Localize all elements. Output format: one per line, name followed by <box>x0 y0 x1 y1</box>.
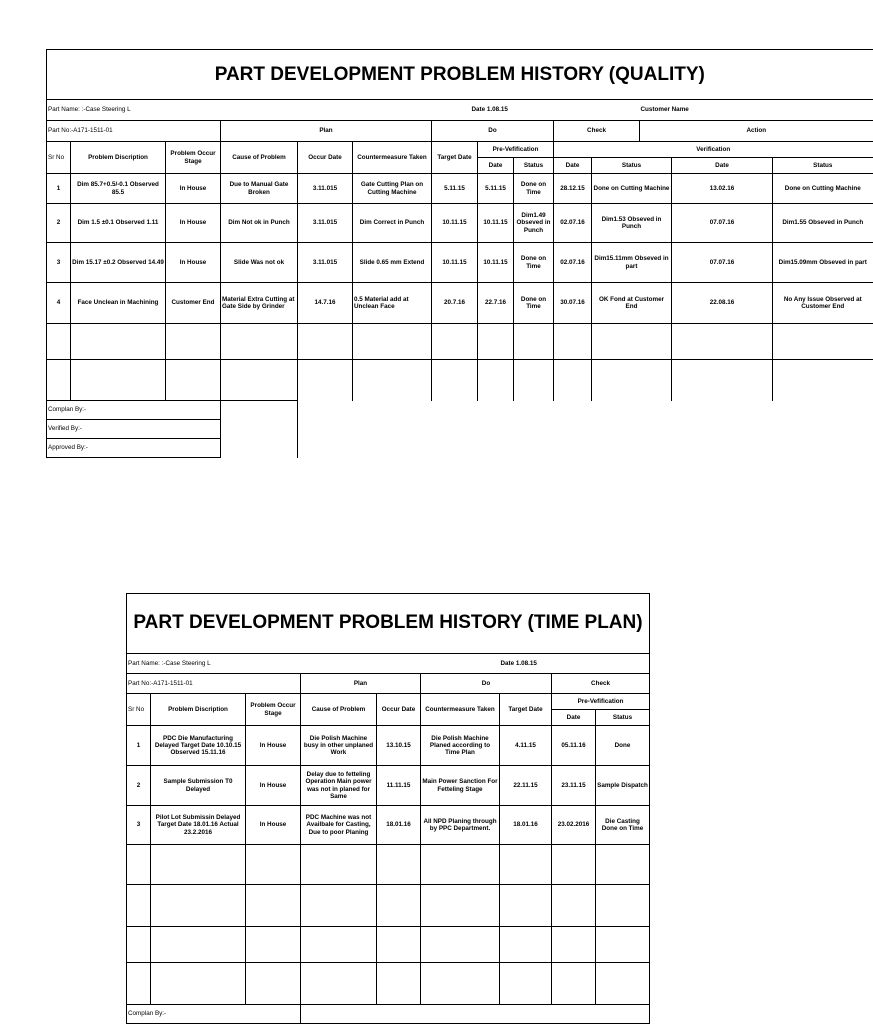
quality-history-table <box>46 49 873 458</box>
cell-target: 18.01.16 <box>500 806 552 845</box>
header-counter: Countermeasure Taken <box>353 142 432 174</box>
group-action: Action <box>640 121 873 142</box>
cell-pre-date: 10.11.15 <box>478 243 514 283</box>
cell-sr: 4 <box>47 283 71 324</box>
cell-pre-status: Sample Dispatch <box>596 766 650 806</box>
table-row <box>47 360 873 401</box>
cell-ver-date-2: 13.02.16 <box>672 174 773 204</box>
cell-ver-date-2: 07.07.16 <box>672 243 773 283</box>
cell-counter: Gate Cutting Plan on Cutting Machine <box>353 174 432 204</box>
cell-target: 5.11.15 <box>432 174 478 204</box>
group-check: Check <box>552 674 650 694</box>
cell-counter: 0.5 Material add at Unclean Face <box>353 283 432 324</box>
cell-pre-date: 5.11.15 <box>478 174 514 204</box>
cell-pre-status: Dim1.49 Obseved in Punch <box>514 204 554 243</box>
cell-sr: 2 <box>47 204 71 243</box>
header-ver-date-1: Date <box>554 158 592 174</box>
cell-counter: Die Polish Machine Planed according to Time Plan <box>421 726 500 766</box>
table-row <box>47 324 873 360</box>
cell-problem: Dim 15.17 ±0.2 Observed 14.49 <box>71 243 166 283</box>
cell-ver-status-1: OK Fond at Customer End <box>592 283 672 324</box>
header-ver-status-2: Status <box>773 158 873 174</box>
cell-pre-status: Die Casting Done on Time <box>596 806 650 845</box>
cell-ver-date-1: 30.07.16 <box>554 283 592 324</box>
subgroup-pre: Pre-Vefification <box>478 142 554 158</box>
cell-problem: Dim 85.7+0.5/-0.1 Observed 85.5 <box>71 174 166 204</box>
cell-ver-status-1: Dim1.53 Obseved in Punch <box>592 204 672 243</box>
cell-pre-date: 22.7.16 <box>478 283 514 324</box>
header-problem: Problem Discription <box>71 142 166 174</box>
cell-occur: 13.10.15 <box>377 726 421 766</box>
cell-counter: Main Power Sanction For Fetteling Stage <box>421 766 500 806</box>
cell-occur: 3.11.015 <box>298 204 353 243</box>
table-row <box>47 243 873 283</box>
header-ver-date-2: Date <box>672 158 773 174</box>
cell-pre-status: Done on Time <box>514 243 554 283</box>
cell-counter: Dim Correct in Punch <box>353 204 432 243</box>
complain-by: Complan By:- <box>47 401 221 420</box>
table-row <box>127 726 650 766</box>
cell-counter: All NPD Planing through by PPC Department. <box>421 806 500 845</box>
header-problem: Problem Discription <box>151 694 246 726</box>
group-plan: Plan <box>221 121 432 142</box>
table-row <box>127 845 650 885</box>
group-do: Do <box>432 121 554 142</box>
table-row <box>127 963 650 1005</box>
cell-cause: Die Polish Machine busy in other unplaned Work <box>301 726 377 766</box>
cell-cause: Material Extra Cutting at Gate Side by Grinder <box>221 283 298 324</box>
cell-ver-status-1: Done on Cutting Machine <box>592 174 672 204</box>
part-no: Part No:-A171-1511-01 <box>47 121 221 142</box>
header-pre-date: Date <box>552 710 596 726</box>
cell-ver-date-2: 07.07.16 <box>672 204 773 243</box>
cell-stage: In House <box>166 243 221 283</box>
date-label: Date 1.08.15 <box>471 106 508 113</box>
customer-name: Customer Name <box>640 100 873 121</box>
cell-occur: 3.11.015 <box>298 243 353 283</box>
table-row <box>127 806 650 845</box>
cell-problem: PDC Die Manufacturing Delayed Target Date 10.10.15 Observed 15.11.16 <box>151 726 246 766</box>
cell-pre-date: 23.02.2016 <box>552 806 596 845</box>
cell-cause: Slide Was not ok <box>221 243 298 283</box>
cell-cause: Due to Manual Gate Broken <box>221 174 298 204</box>
cell-stage: In House <box>166 174 221 204</box>
header-pre-date: Date <box>478 158 514 174</box>
cell-cause: Delay due to fetteling Operation Main power was not in planed for Same <box>301 766 377 806</box>
cell-ver-date-1: 02.07.16 <box>554 243 592 283</box>
table-row <box>127 927 650 963</box>
cell-ver-date-1: 28.12.15 <box>554 174 592 204</box>
header-ver-status-1: Status <box>592 158 672 174</box>
cell-ver-status-2: Dim15.09mm Obseved in part <box>773 243 873 283</box>
cell-sr: 3 <box>47 243 71 283</box>
cell-target: 10.11.15 <box>432 243 478 283</box>
cell-ver-status-2: Done on Cutting Machine <box>773 174 873 204</box>
cell-target: 20.7.16 <box>432 283 478 324</box>
table-row <box>47 204 873 243</box>
cell-problem: Dim 1.5 ±0.1 Observed 1.11 <box>71 204 166 243</box>
header-target: Target Date <box>500 694 552 726</box>
cell-target: 4.11.15 <box>500 726 552 766</box>
subgroup-pre: Pre-Vefification <box>552 694 650 710</box>
date-label: Date 1.08.15 <box>500 654 650 674</box>
cell-pre-date: 23.11.15 <box>552 766 596 806</box>
page-title: PART DEVELOPMENT PROBLEM HISTORY (QUALITY) <box>47 50 873 100</box>
cell-pre-status: Done on Time <box>514 283 554 324</box>
part-name: Part Name: :-Case Steering L <box>127 654 500 674</box>
part-name: Part Name: :-Case Steering L <box>47 100 592 121</box>
page-title-timeplan: PART DEVELOPMENT PROBLEM HISTORY (TIME PLAN) <box>127 594 650 654</box>
cell-counter: Slide 0.65 mm Extend <box>353 243 432 283</box>
header-cause: Cause of Problem <box>301 694 377 726</box>
cell-stage: In House <box>246 766 301 806</box>
cell-pre-date: 10.11.15 <box>478 204 514 243</box>
header-sr: Sr No <box>47 142 71 174</box>
cell-sr: 3 <box>127 806 151 845</box>
table-row <box>47 174 873 204</box>
header-pre-status: Status <box>514 158 554 174</box>
header-sr: Sr No <box>127 694 151 726</box>
header-stage: Problem Occur Stage <box>246 694 301 726</box>
complain-by: Complan By:- <box>127 1005 301 1024</box>
table-row <box>47 283 873 324</box>
cell-problem: Sample Submission T0 Delayed <box>151 766 246 806</box>
cell-cause: PDC Machine was not Availbale for Casting, Due to poor Planing <box>301 806 377 845</box>
part-no: Part No:-A171-1511-01 <box>127 674 301 694</box>
table-row <box>127 766 650 806</box>
verified-by: Verified By:- <box>47 420 221 439</box>
cell-pre-status: Done <box>596 726 650 766</box>
cell-ver-status-2: No Any Issue Observed at Customer End <box>773 283 873 324</box>
group-plan: Plan <box>301 674 421 694</box>
cell-target: 22.11.15 <box>500 766 552 806</box>
cell-stage: In House <box>246 806 301 845</box>
cell-sr: 2 <box>127 766 151 806</box>
subgroup-verification: Verification <box>554 142 873 158</box>
cell-stage: In House <box>166 204 221 243</box>
cell-target: 10.11.15 <box>432 204 478 243</box>
cell-stage: Customer End <box>166 283 221 324</box>
header-target: Target Date <box>432 142 478 174</box>
group-check: Check <box>554 121 640 142</box>
cell-sr: 1 <box>127 726 151 766</box>
cell-pre-status: Done on Time <box>514 174 554 204</box>
cell-ver-status-1: Dim15.11mm Obseved in part <box>592 243 672 283</box>
cell-stage: In House <box>246 726 301 766</box>
cell-problem: Face Unclean in Machining <box>71 283 166 324</box>
header-occur: Occur Date <box>377 694 421 726</box>
cell-ver-date-2: 22.08.16 <box>672 283 773 324</box>
group-do: Do <box>421 674 552 694</box>
cell-ver-date-1: 02.07.16 <box>554 204 592 243</box>
header-counter: Countermeasure Taken <box>421 694 500 726</box>
cell-cause: Dim Not ok in Punch <box>221 204 298 243</box>
header-cause: Cause of Problem <box>221 142 298 174</box>
cell-pre-date: 05.11.16 <box>552 726 596 766</box>
cell-occur: 11.11.15 <box>377 766 421 806</box>
table-row <box>127 885 650 927</box>
cell-sr: 1 <box>47 174 71 204</box>
header-occur: Occur Date <box>298 142 353 174</box>
header-pre-status: Status <box>596 710 650 726</box>
cell-occur: 18.01.16 <box>377 806 421 845</box>
timeplan-history-table <box>126 593 650 1024</box>
header-stage: Problem Occur Stage <box>166 142 221 174</box>
cell-occur: 3.11.015 <box>298 174 353 204</box>
cell-problem: Pilot Lot Submissin Delayed Target Date 18.01.16 Actual 23.2.2016 <box>151 806 246 845</box>
cell-occur: 14.7.16 <box>298 283 353 324</box>
approved-by: Approved By:- <box>47 439 221 458</box>
cell-ver-status-2: Dim1.55 Obseved in Punch <box>773 204 873 243</box>
